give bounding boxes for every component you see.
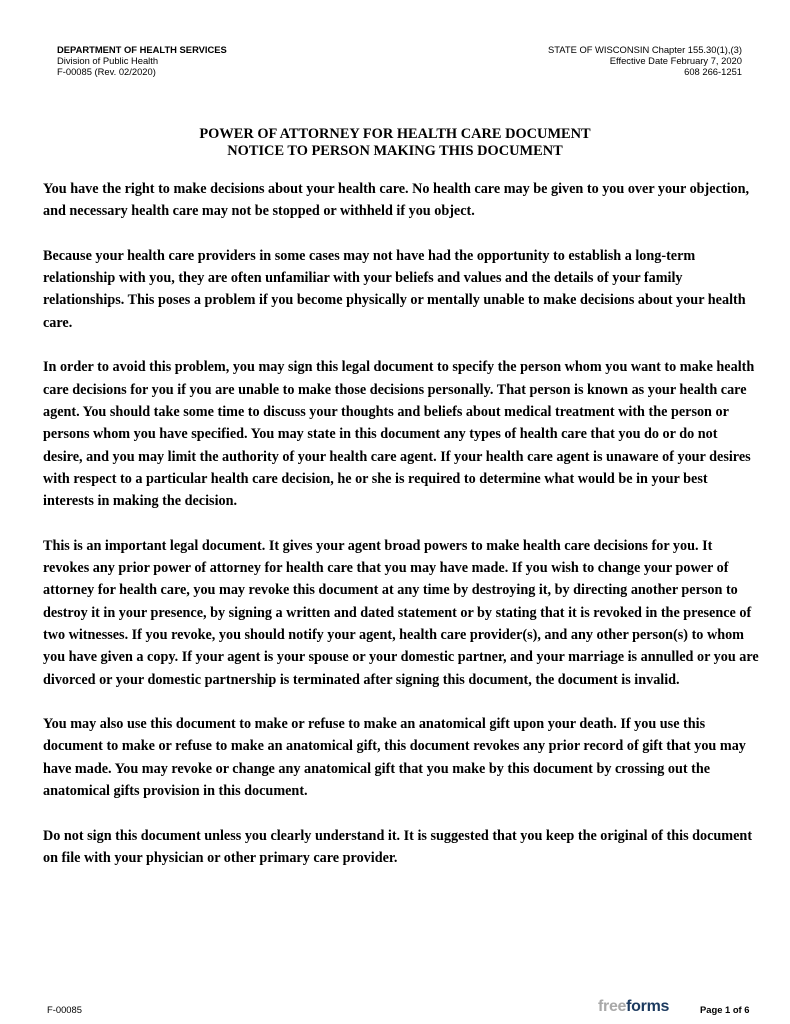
paragraph-anatomical-gift: You may also use this document to make or refuse to make an anatomical gift upon your death. If you use this document to make or refuse to make an anatomical gift, this document revokes any prior record of gift that you may have made. You may revoke or change any anatomical gift that you make by this document by crossing out the anatomical gifts provision in this document. <box>43 716 746 800</box>
header-agency-block <box>57 44 227 77</box>
title-line-1: POWER OF ATTORNEY FOR HEALTH CARE DOCUMENT <box>199 126 591 142</box>
paragraph-rights: You have the right to make decisions about your health care. No health care may be given to you over your objection, and necessary health care may not be stopped or withheld if you object. <box>43 181 750 220</box>
title-line-2: NOTICE TO PERSON MAKING THIS DOCUMENT <box>227 143 563 159</box>
statute-reference: STATE OF WISCONSIN Chapter 155.30(1),(3) <box>548 44 742 55</box>
footer-form-id: F-00085 <box>47 1004 82 1015</box>
logo-text-forms: forms <box>626 998 670 1015</box>
division-name: Division of Public Health <box>57 55 159 66</box>
header-statute-block <box>548 44 742 77</box>
effective-date: Effective Date February 7, 2020 <box>609 55 742 66</box>
phone-number: 608 266-1251 <box>684 66 742 77</box>
logo-text-free: free <box>598 998 627 1015</box>
paragraph-signing-advice: Do not sign this document unless you clearly understand it. It is suggested that you keep the original of this document on file with your physician or other primary care provider. <box>43 827 753 866</box>
paragraph-health-care-agent: In order to avoid this problem, you may sign this legal document to specify the person whom you want to make health care decisions for you if you are unable to make those decisions personally. That person is known as your health care agent. You should take some time to discuss your thoughts and beliefs about medical treatment with the person or persons whom you have specified. You may state in this document any types of health care that you do or do not desire, and you may limit the authority of your health care agent. If your health care agent is unaware of your desires with respect to a particular health care decision, he or she is required to determine what would be in your best interests in making the decision. <box>43 359 755 510</box>
document-title <box>0 126 790 160</box>
paragraph-revocation: This is an important legal document. It gives your agent broad powers to make health care decisions for you. It revokes any prior power of attorney for health care that you may have made. If you wish to change your power of attorney for health care, you may revoke this document at any time by destroying it, by directing another person to destroy it in your presence, by signing a written and dated statement or by stating that it is revoked in the presence of two witnesses. If you revoke, you should notify your agent, health care provider(s), and any other person(s) to whom you have given a copy. If your agent is your spouse or your domestic partner, and your marriage is annulled or you are divorced or your domestic partnership is terminated after signing this document, the document is invalid. <box>43 537 759 688</box>
page-number: Page 1 of 6 <box>700 1004 750 1015</box>
form-number: F-00085 (Rev. 02/2020) <box>57 66 156 77</box>
notice-body <box>43 178 759 892</box>
freeforms-logo <box>598 998 669 1016</box>
paragraph-providers: Because your health care providers in some cases may not have had the opportunity to establish a long-term relationship with you, they are often unfamiliar with your beliefs and values and the details of your family relationships. This poses a problem if you become physically or mentally unable to make decisions about your health care. <box>43 247 746 331</box>
department-name: DEPARTMENT OF HEALTH SERVICES <box>57 44 227 55</box>
